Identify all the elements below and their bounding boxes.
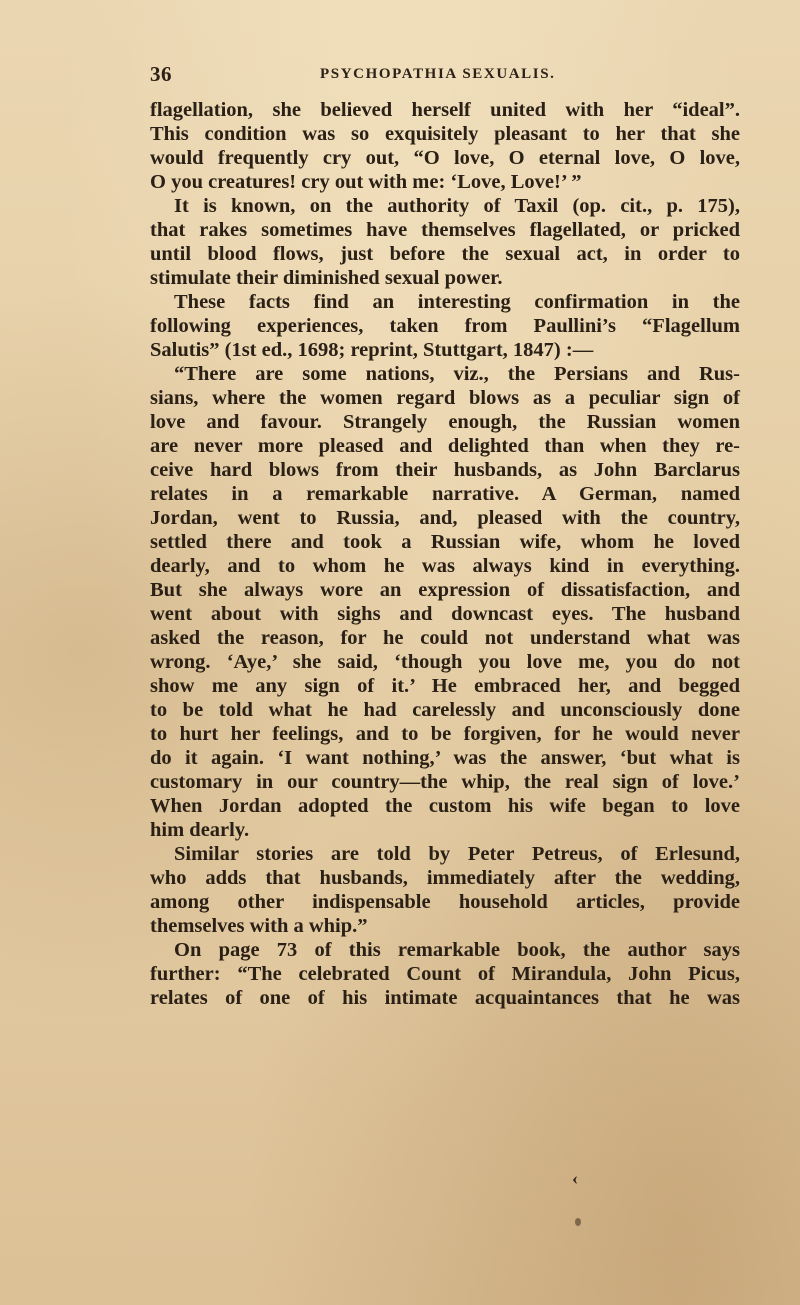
text-line: On page 73 of this remarkable book, the author says: [174, 939, 740, 961]
text-line: that rakes sometimes have themselves flagellated, or pricked: [150, 219, 740, 241]
text-line: sians, where the women regard blows as a peculiar sign of: [150, 387, 740, 409]
text-line: It is known, on the authority of Taxil (op. cit., p. 175),: [174, 195, 740, 217]
text-line: When Jordan adopted the custom his wife began to love: [150, 795, 740, 817]
text-line: This condition was so exquisitely pleasant to her that she: [150, 123, 740, 145]
text-line: show me any sign of it.’ He embraced her, and begged: [150, 675, 740, 697]
ink-spot: [575, 1218, 581, 1226]
text-line: themselves with a whip.”: [150, 915, 368, 937]
text-line: following experiences, taken from Paullini’s “Flagellum: [150, 315, 740, 337]
text-line: until blood flows, just before the sexual act, in order to: [150, 243, 740, 265]
text-line: Jordan, went to Russia, and, pleased with the country,: [150, 507, 740, 529]
text-line: would frequently cry out, “O love, O eternal love, O love,: [150, 147, 740, 169]
text-line: settled there and took a Russian wife, whom he loved: [150, 531, 740, 553]
text-line: dearly, and to whom he was always kind in everything.: [150, 555, 740, 577]
text-line: relates in a remarkable narrative. A German, named: [150, 483, 740, 505]
text-line: him dearly.: [150, 819, 250, 841]
text-line: flagellation, she believed herself united with her “ideal”.: [150, 99, 740, 121]
text-line: further: “The celebrated Count of Mirandula, John Picus,: [150, 963, 740, 985]
running-title: PSYCHOPATHIA SEXUALIS.: [320, 66, 556, 82]
text-line: But she always wore an expression of dissatisfaction, and: [150, 579, 740, 601]
page-number: 36: [150, 62, 172, 86]
text-line: among other indispensable household articles, provide: [150, 891, 740, 913]
text-line: customary in our country—the whip, the real sign of love.’: [150, 771, 740, 793]
body-text: [150, 98, 740, 1010]
text-line: wrong. ‘Aye,’ she said, ‘though you love me, you do not: [150, 651, 740, 673]
text-line: love and favour. Strangely enough, the Russian women: [150, 411, 740, 433]
text-line: stimulate their diminished sexual power.: [150, 267, 503, 289]
text-line: to be told what he had carelessly and unconsciously done: [150, 699, 740, 721]
footer-mark: ‹: [572, 1168, 578, 1188]
text-line: relates of one of his intimate acquaintances that he was: [150, 987, 740, 1009]
text-line: to hurt her feelings, and to be forgiven, for he would never: [150, 723, 740, 745]
text-line: asked the reason, for he could not understand what was: [150, 627, 740, 649]
text-line: Similar stories are told by Peter Petreus, of Erlesund,: [174, 843, 740, 865]
page-header: [150, 62, 730, 86]
text-line: who adds that husbands, immediately after the wedding,: [150, 867, 740, 889]
text-line: went about with sighs and downcast eyes. The husband: [150, 603, 740, 625]
text-line: are never more pleased and delighted than when they re-: [150, 435, 740, 457]
text-line: ceive hard blows from their husbands, as John Barclarus: [150, 459, 740, 481]
text-line: These facts find an interesting confirmation in the: [174, 291, 740, 313]
text-line: O you creatures! cry out with me: ‘Love, Love!’ ”: [150, 171, 582, 193]
text-line: do it again. ‘I want nothing,’ was the answer, ‘but what is: [150, 747, 740, 769]
text-line: Salutis” (1st ed., 1698; reprint, Stuttgart, 1847) :—: [150, 339, 594, 361]
text-line: “There are some nations, viz., the Persians and Rus-: [174, 363, 740, 385]
